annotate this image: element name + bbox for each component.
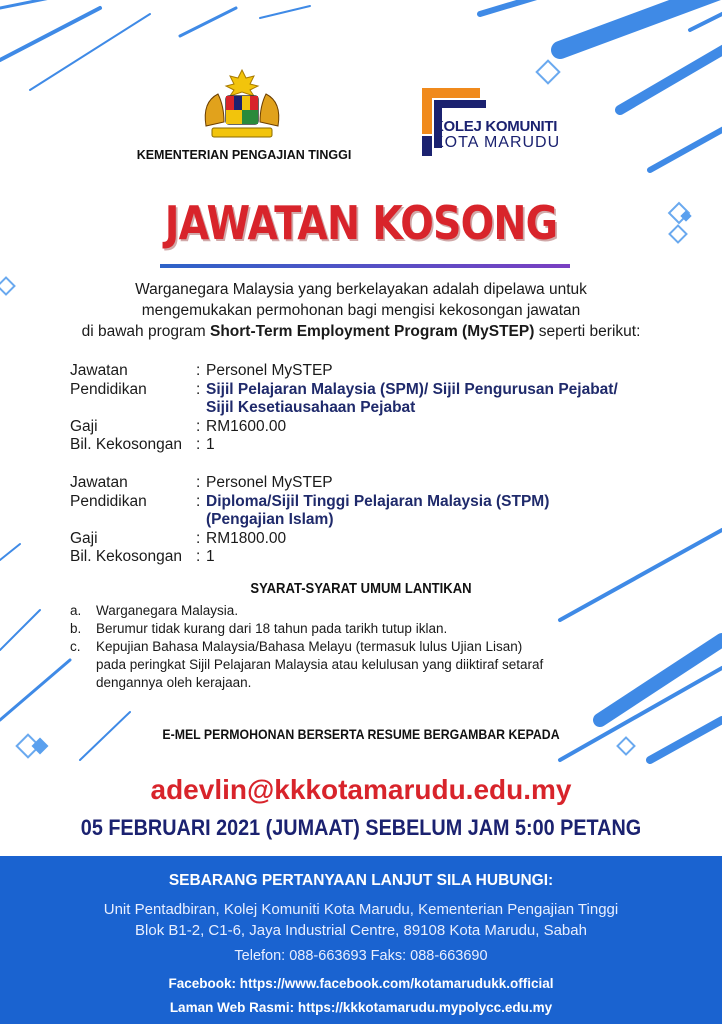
job-listing: Jawatan : Personel MySTEP Pendidikan : Diploma/Sijil Tinggi Pelajaran Malaysia (STPM) (Pengajian Islam) Gaji : RM1800.00 Bil. Kekosongan : 1 (70, 474, 690, 567)
list-marker: c. (70, 639, 81, 654)
intro-line: Warganegara Malaysia yang berkelayakan adalah dipelawa untuk (135, 281, 587, 298)
requirements-title: SYARAT-SYARAT UMUM LANTIKAN (250, 581, 472, 597)
ministry-label: KEMENTERIAN PENGAJIAN TINGGI (136, 148, 352, 162)
intro-line (30, 321, 692, 342)
field-label: Jawatan (70, 362, 128, 379)
job-vacancies: 1 (206, 436, 215, 453)
contact-title: SEBARANG PERTANYAAN LANJUT SILA HUBUNGI: (168, 872, 554, 889)
website-link[interactable]: Laman Web Rasmi: https://kkkotamarudu.mypolycc.edu.my (169, 1000, 553, 1015)
education-line: Diploma/Sijil Tinggi Pelajaran Malaysia (STPM) (206, 492, 550, 510)
field-label: Pendidikan (70, 492, 147, 510)
intro-line: mengemukakan permohonan bagi mengisi kekosongan jawatan (141, 302, 581, 319)
intro-paragraph (30, 279, 692, 342)
education-line: (Pengajian Islam) (206, 511, 334, 528)
list-marker: a. (70, 603, 82, 618)
education-line: Sijil Kesetiausahaan Pejabat (206, 399, 416, 416)
college-name-line2: KOTA MARUDU (433, 134, 561, 151)
address-line: Blok B1-2, C1-6, Jaya Industrial Centre, 89108 Kota Marudu, Sabah (135, 922, 587, 939)
page-title: JAWATAN KOSONG (164, 196, 558, 250)
field-label: Gaji (70, 529, 98, 547)
list-marker: b. (70, 621, 82, 636)
malaysia-coat-of-arms-icon (196, 66, 288, 142)
requirement-text: Warganegara Malaysia. (96, 603, 239, 618)
job-salary: RM1600.00 (206, 417, 287, 435)
facebook-link[interactable]: Facebook: https://www.facebook.com/kotamarudukk.official (168, 976, 554, 991)
field-label: Bil. Kekosongan (70, 548, 183, 565)
field-label: Gaji (70, 417, 98, 435)
list-item (70, 638, 670, 692)
application-email[interactable]: adevlin@kkkotamarudu.edu.my (150, 774, 572, 805)
requirements-list (70, 602, 670, 692)
job-education (206, 493, 690, 530)
intro-text: seperti berikut: (534, 323, 641, 340)
field-label: Pendidikan (70, 380, 147, 398)
title-underline (160, 264, 570, 268)
contact-footer (0, 856, 722, 1024)
job-vacancies: 1 (206, 548, 215, 565)
list-item (70, 620, 670, 638)
requirement-text (96, 638, 670, 692)
education-line: Sijil Pelajaran Malaysia (SPM)/ Sijil Pengurusan Pejabat/ (206, 380, 618, 398)
list-item (70, 602, 670, 620)
contact-address (0, 899, 722, 941)
field-label: Bil. Kekosongan (70, 436, 183, 453)
college-name-line1: KOLEJ KOMUNITI (433, 118, 558, 135)
job-education (206, 381, 690, 418)
job-title: Personel MySTEP (206, 362, 333, 379)
requirement-line: dengannya oleh kerajaan. (96, 675, 252, 690)
job-title: Personel MySTEP (206, 474, 333, 491)
requirement-text: Berumur tidak kurang dari 18 tahun pada tarikh tutup iklan. (96, 621, 448, 636)
contact-phone: Telefon: 088-663693 Faks: 088-663690 (234, 948, 488, 964)
field-label: Jawatan (70, 474, 128, 491)
requirement-line: Kepujian Bahasa Malaysia/Bahasa Melayu (termasuk lulus Ujian Lisan) (96, 639, 523, 654)
job-salary: RM1800.00 (206, 529, 287, 547)
intro-text: di bawah program (81, 323, 210, 340)
program-name: Short-Term Employment Program (MySTEP) (210, 323, 535, 340)
application-deadline: 05 FEBRUARI 2021 (JUMAAT) SEBELUM JAM 5:00 PETANG (80, 815, 642, 840)
address-line: Unit Pentadbiran, Kolej Komuniti Kota Marudu, Kementerian Pengajian Tinggi (103, 901, 619, 918)
requirement-line: pada peringkat Sijil Pelajaran Malaysia atau kelulusan yang diiktiraf setaraf (96, 657, 544, 672)
job-listing: Jawatan : Personel MySTEP Pendidikan : Sijil Pelajaran Malaysia (SPM)/ Sijil Pengurusan Pejabat/ Sijil Kesetiausahaan Pejabat Gaji : RM1600.00 Bil. Kekosongan : 1 (70, 362, 690, 455)
application-label: E-MEL PERMOHONAN BERSERTA RESUME BERGAMBAR KEPADA (162, 726, 560, 742)
